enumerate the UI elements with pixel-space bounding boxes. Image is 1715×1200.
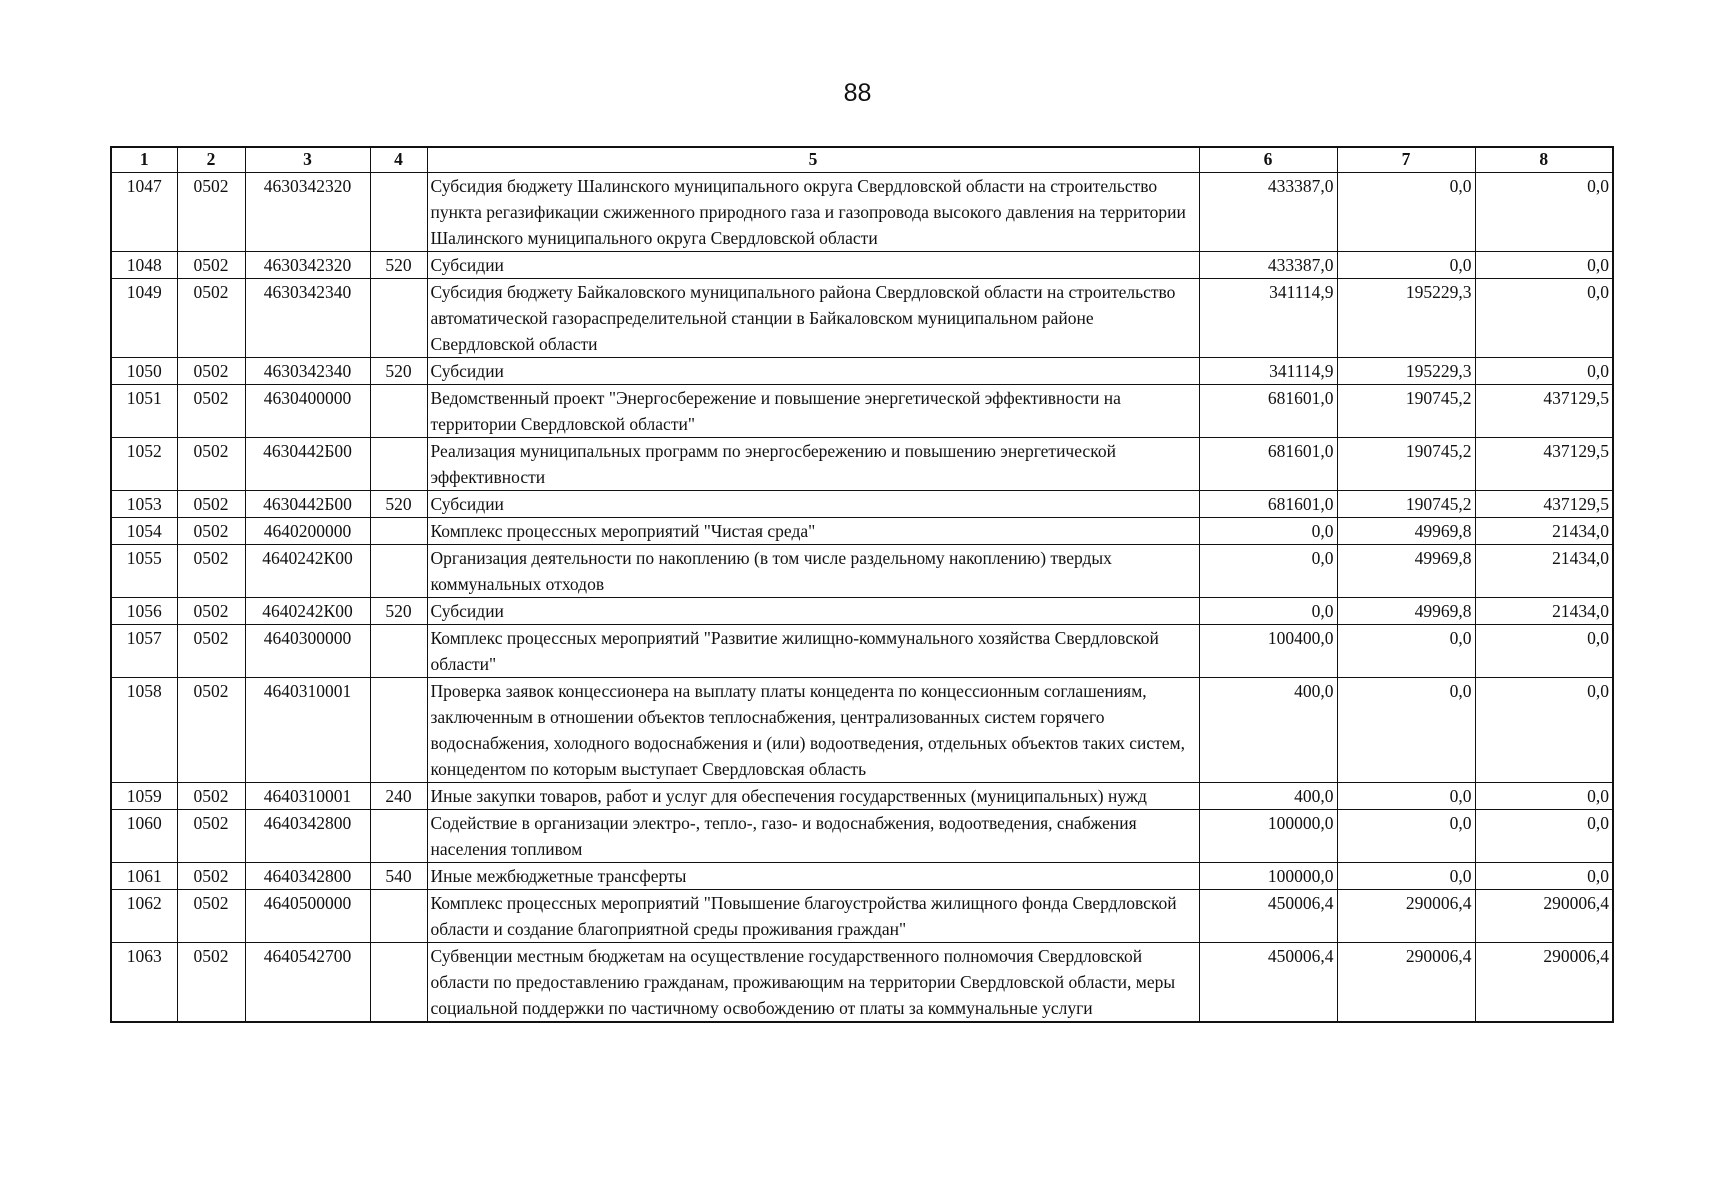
target-code-cell: 4640200000	[245, 518, 370, 545]
target-code-cell: 4630342340	[245, 279, 370, 358]
amount-col6-cell: 681601,0	[1199, 385, 1337, 438]
amount-col8-cell: 0,0	[1475, 358, 1613, 385]
amount-col8-cell: 21434,0	[1475, 598, 1613, 625]
table-header	[111, 147, 1613, 173]
amount-col8-cell: 0,0	[1475, 252, 1613, 279]
section-code-cell: 0502	[177, 173, 245, 252]
amount-col8-cell: 21434,0	[1475, 518, 1613, 545]
expense-type-cell: 240	[370, 783, 427, 810]
expense-type-cell	[370, 385, 427, 438]
row-number-cell: 1051	[111, 385, 177, 438]
amount-col8-cell: 290006,4	[1475, 890, 1613, 943]
amount-col6-cell: 100400,0	[1199, 625, 1337, 678]
amount-col6-cell: 400,0	[1199, 783, 1337, 810]
target-code-cell: 4640542700	[245, 943, 370, 1023]
header-cell: 4	[370, 147, 427, 173]
amount-col6-cell: 0,0	[1199, 598, 1337, 625]
amount-col7-cell: 290006,4	[1337, 943, 1475, 1023]
item-name-cell: Иные межбюджетные трансферты	[427, 863, 1199, 890]
target-code-cell: 4640500000	[245, 890, 370, 943]
amount-col6-cell: 341114,9	[1199, 358, 1337, 385]
amount-col7-cell: 290006,4	[1337, 890, 1475, 943]
section-code-cell: 0502	[177, 783, 245, 810]
header-row	[111, 147, 1613, 173]
row-number-cell: 1054	[111, 518, 177, 545]
row-number-cell: 1049	[111, 279, 177, 358]
header-cell: 6	[1199, 147, 1337, 173]
amount-col6-cell: 433387,0	[1199, 252, 1337, 279]
table-body	[111, 173, 1613, 1023]
item-name-cell: Комплекс процессных мероприятий "Чистая среда"	[427, 518, 1199, 545]
section-code-cell: 0502	[177, 863, 245, 890]
amount-col6-cell: 100000,0	[1199, 810, 1337, 863]
amount-col6-cell: 450006,4	[1199, 890, 1337, 943]
table-row	[111, 863, 1613, 890]
target-code-cell: 4630342340	[245, 358, 370, 385]
target-code-cell: 4640342800	[245, 863, 370, 890]
expense-type-cell	[370, 943, 427, 1023]
section-code-cell: 0502	[177, 545, 245, 598]
amount-col8-cell: 0,0	[1475, 678, 1613, 783]
header-cell: 2	[177, 147, 245, 173]
target-code-cell: 4640310001	[245, 678, 370, 783]
section-code-cell: 0502	[177, 385, 245, 438]
row-number-cell: 1060	[111, 810, 177, 863]
amount-col7-cell: 190745,2	[1337, 385, 1475, 438]
target-code-cell: 4640342800	[245, 810, 370, 863]
amount-col7-cell: 190745,2	[1337, 438, 1475, 491]
item-name-cell: Субсидии	[427, 358, 1199, 385]
table-row	[111, 438, 1613, 491]
page-number: 88	[843, 79, 872, 107]
amount-col6-cell: 681601,0	[1199, 491, 1337, 518]
target-code-cell: 4640242К00	[245, 598, 370, 625]
expense-type-cell: 540	[370, 863, 427, 890]
item-name-cell: Комплекс процессных мероприятий "Развитие жилищно-коммунального хозяйства Свердловской области"	[427, 625, 1199, 678]
expense-type-cell	[370, 890, 427, 943]
item-name-cell: Организация деятельности по накоплению (в том числе раздельному накоплению) твердых коммунальных отходов	[427, 545, 1199, 598]
expense-type-cell	[370, 518, 427, 545]
expense-type-cell	[370, 279, 427, 358]
expense-type-cell: 520	[370, 491, 427, 518]
amount-col6-cell: 0,0	[1199, 545, 1337, 598]
table-row	[111, 385, 1613, 438]
expense-type-cell: 520	[370, 598, 427, 625]
expense-type-cell	[370, 625, 427, 678]
row-number-cell: 1062	[111, 890, 177, 943]
amount-col8-cell: 0,0	[1475, 625, 1613, 678]
amount-col7-cell: 49969,8	[1337, 545, 1475, 598]
row-number-cell: 1047	[111, 173, 177, 252]
target-code-cell: 4630442Б00	[245, 491, 370, 518]
table-row	[111, 678, 1613, 783]
amount-col6-cell: 450006,4	[1199, 943, 1337, 1023]
row-number-cell: 1050	[111, 358, 177, 385]
expense-type-cell	[370, 545, 427, 598]
row-number-cell: 1061	[111, 863, 177, 890]
row-number-cell: 1058	[111, 678, 177, 783]
item-name-cell: Ведомственный проект "Энергосбережение и повышение энергетической эффективности на территории Свердловской области"	[427, 385, 1199, 438]
target-code-cell: 4630400000	[245, 385, 370, 438]
budget-table	[110, 146, 1614, 1023]
amount-col8-cell: 0,0	[1475, 863, 1613, 890]
amount-col7-cell: 49969,8	[1337, 518, 1475, 545]
section-code-cell: 0502	[177, 598, 245, 625]
amount-col6-cell: 400,0	[1199, 678, 1337, 783]
amount-col7-cell: 195229,3	[1337, 279, 1475, 358]
item-name-cell: Реализация муниципальных программ по энергосбережению и повышению энергетической эффективности	[427, 438, 1199, 491]
table-row	[111, 943, 1613, 1023]
header-cell: 5	[427, 147, 1199, 173]
expense-type-cell: 520	[370, 252, 427, 279]
row-number-cell: 1059	[111, 783, 177, 810]
item-name-cell: Комплекс процессных мероприятий "Повышение благоустройства жилищного фонда Свердловской области и создание благоприятной среды проживания граждан"	[427, 890, 1199, 943]
table-row	[111, 810, 1613, 863]
section-code-cell: 0502	[177, 890, 245, 943]
row-number-cell: 1056	[111, 598, 177, 625]
item-name-cell: Иные закупки товаров, работ и услуг для обеспечения государственных (муниципальных) нужд	[427, 783, 1199, 810]
table-row	[111, 252, 1613, 279]
target-code-cell: 4640242К00	[245, 545, 370, 598]
item-name-cell: Субсидии	[427, 252, 1199, 279]
row-number-cell: 1057	[111, 625, 177, 678]
amount-col8-cell: 437129,5	[1475, 491, 1613, 518]
header-cell: 3	[245, 147, 370, 173]
section-code-cell: 0502	[177, 252, 245, 279]
table-row	[111, 598, 1613, 625]
expense-type-cell: 520	[370, 358, 427, 385]
section-code-cell: 0502	[177, 810, 245, 863]
section-code-cell: 0502	[177, 625, 245, 678]
amount-col7-cell: 0,0	[1337, 173, 1475, 252]
table-row	[111, 491, 1613, 518]
amount-col6-cell: 0,0	[1199, 518, 1337, 545]
table-row	[111, 173, 1613, 252]
amount-col6-cell: 100000,0	[1199, 863, 1337, 890]
amount-col7-cell: 0,0	[1337, 625, 1475, 678]
row-number-cell: 1052	[111, 438, 177, 491]
amount-col6-cell: 681601,0	[1199, 438, 1337, 491]
amount-col7-cell: 0,0	[1337, 783, 1475, 810]
amount-col8-cell: 0,0	[1475, 173, 1613, 252]
section-code-cell: 0502	[177, 491, 245, 518]
table-row	[111, 890, 1613, 943]
expense-type-cell	[370, 810, 427, 863]
item-name-cell: Субсидия бюджету Байкаловского муниципального района Свердловской области на строительство автоматической газораспределительной станции в Байкаловском муниципальном районе Свердловской области	[427, 279, 1199, 358]
amount-col7-cell: 0,0	[1337, 678, 1475, 783]
section-code-cell: 0502	[177, 438, 245, 491]
amount-col8-cell: 437129,5	[1475, 385, 1613, 438]
header-cell: 8	[1475, 147, 1613, 173]
item-name-cell: Проверка заявок концессионера на выплату платы концедента по концессионным соглашениям, заключенным в отношении объектов теплоснабжения, централизованных систем горячего водоснабжения, холодного водоснабжения и (или) водоотведения, отдельных объектов таких систем, концедентом по которым выступает Свердловская область	[427, 678, 1199, 783]
table-row	[111, 625, 1613, 678]
section-code-cell: 0502	[177, 943, 245, 1023]
amount-col8-cell: 290006,4	[1475, 943, 1613, 1023]
amount-col8-cell: 437129,5	[1475, 438, 1613, 491]
row-number-cell: 1053	[111, 491, 177, 518]
amount-col7-cell: 0,0	[1337, 810, 1475, 863]
row-number-cell: 1055	[111, 545, 177, 598]
row-number-cell: 1063	[111, 943, 177, 1023]
item-name-cell: Субсидии	[427, 598, 1199, 625]
section-code-cell: 0502	[177, 279, 245, 358]
target-code-cell: 4630342320	[245, 252, 370, 279]
item-name-cell: Содействие в организации электро-, тепло-, газо- и водоснабжения, водоотведения, снабжения населения топливом	[427, 810, 1199, 863]
table-row	[111, 783, 1613, 810]
amount-col7-cell: 190745,2	[1337, 491, 1475, 518]
section-code-cell: 0502	[177, 678, 245, 783]
amount-col8-cell: 0,0	[1475, 783, 1613, 810]
amount-col6-cell: 433387,0	[1199, 173, 1337, 252]
row-number-cell: 1048	[111, 252, 177, 279]
header-cell: 7	[1337, 147, 1475, 173]
amount-col8-cell: 0,0	[1475, 279, 1613, 358]
amount-col8-cell: 0,0	[1475, 810, 1613, 863]
expense-type-cell	[370, 438, 427, 491]
expense-type-cell	[370, 678, 427, 783]
amount-col7-cell: 0,0	[1337, 863, 1475, 890]
target-code-cell: 4630442Б00	[245, 438, 370, 491]
amount-col7-cell: 49969,8	[1337, 598, 1475, 625]
expense-type-cell	[370, 173, 427, 252]
target-code-cell: 4640310001	[245, 783, 370, 810]
table-row	[111, 358, 1613, 385]
amount-col8-cell: 21434,0	[1475, 545, 1613, 598]
section-code-cell: 0502	[177, 358, 245, 385]
item-name-cell: Субсидия бюджету Шалинского муниципального округа Свердловской области на строительство пункта регазификации сжиженного природного газа и газопровода высокого давления на территории Шалинского муниципального округа Свердловской области	[427, 173, 1199, 252]
table-row	[111, 518, 1613, 545]
item-name-cell: Субсидии	[427, 491, 1199, 518]
item-name-cell: Субвенции местным бюджетам на осуществление государственного полномочия Свердловской области по предоставлению гражданам, проживающим на территории Свердловской области, меры социальной поддержки по частичному освобождению от платы за коммунальные услуги	[427, 943, 1199, 1023]
header-cell: 1	[111, 147, 177, 173]
table-row	[111, 545, 1613, 598]
table-row	[111, 279, 1613, 358]
target-code-cell: 4640300000	[245, 625, 370, 678]
amount-col7-cell: 0,0	[1337, 252, 1475, 279]
target-code-cell: 4630342320	[245, 173, 370, 252]
amount-col7-cell: 195229,3	[1337, 358, 1475, 385]
amount-col6-cell: 341114,9	[1199, 279, 1337, 358]
section-code-cell: 0502	[177, 518, 245, 545]
